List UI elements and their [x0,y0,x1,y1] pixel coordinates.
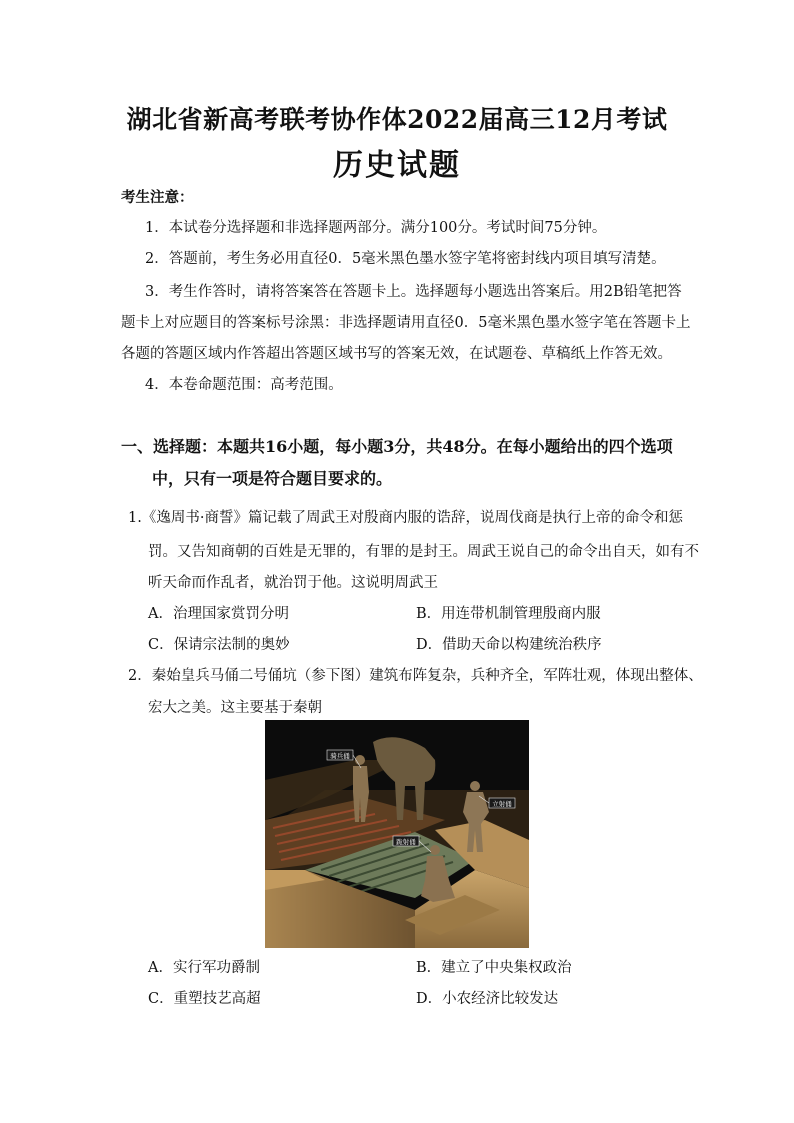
question-2-option-d: D．小农经济比较发达 [416,991,559,1007]
question-1-option-c: C．保请宗法制的奥妙 [148,637,290,653]
notice-heading: 考生注意： [121,189,194,206]
question-1-stem: 1.《逸周书·商誓》篇记载了周武王对殷商内服的诰辞，说周伐商是执行上帝的命令和惩 [128,510,683,526]
notice-item: 各题的答题区域内作答超出答题区域书写的答案无效，在试题卷、草稿纸上作答无效。 [121,346,672,362]
question-1-option-a: A．治理国家赏罚分明 [148,606,289,622]
exam-subject: 历史试题 [333,148,461,183]
notice-item: 1．本试卷分选择题和非选择题两部分。满分100分。考试时间75分钟。 [145,220,607,236]
question-2-option-a: A．实行军功爵制 [148,960,260,976]
question-2-stem: 2．秦始皇兵马俑二号俑坑（参下图）建筑布阵复杂，兵种齐全，军阵壮观，体现出整体、 [128,668,703,684]
question-2-stem: 宏大之美。这主要基于秦朝 [148,700,322,716]
figure-label-cavalry: 骑兵俑 [330,752,350,760]
exam-title: 湖北省新高考联考协作体2022届高三12月考试 [126,105,668,134]
question-1-stem: 罚。又告知商朝的百姓是无罪的，有罪的是封王。周武王说自己的命令出自天，如有不 [148,544,699,560]
question-1-option-b: B．用连带机制管理殷商内服 [416,606,601,622]
question-1-stem: 听天命而作乱者，就治罚于他。这说明周武王 [148,575,438,591]
figure-label-kneeling-archer: 跪射俑 [396,838,416,846]
notice-item: 3．考生作答时，请将答案答在答题卡上。选择题每小题选出答案后。用2B铅笔把答 [145,284,682,300]
question-1-option-d: D．借助天命以构建统治秩序 [416,637,602,653]
notice-item: 4．本卷命题范围：高考范围。 [145,377,343,393]
section-heading: 一、选择题：本题共16小题，每小题3分，共48分。在每小题给出的四个选项 [121,437,673,456]
question-2-option-b: B．建立了中央集权政治 [416,960,572,976]
terracotta-pit-figure [265,720,529,948]
question-2-option-c: C．重塑技艺高超 [148,991,261,1007]
notice-item: 2．答题前，考生务必用直径0．5毫米黑色墨水签字笔将密封线内项目填写清楚。 [145,251,666,267]
section-heading-cont: 中，只有一项是符合题目要求的。 [152,469,393,488]
figure-label-standing-archer: 立射俑 [492,800,512,808]
notice-item: 题卡上对应题目的答案标号涂黑：非选择题请用直径0．5毫米黑色墨水签字笔在答题卡上 [121,315,691,331]
